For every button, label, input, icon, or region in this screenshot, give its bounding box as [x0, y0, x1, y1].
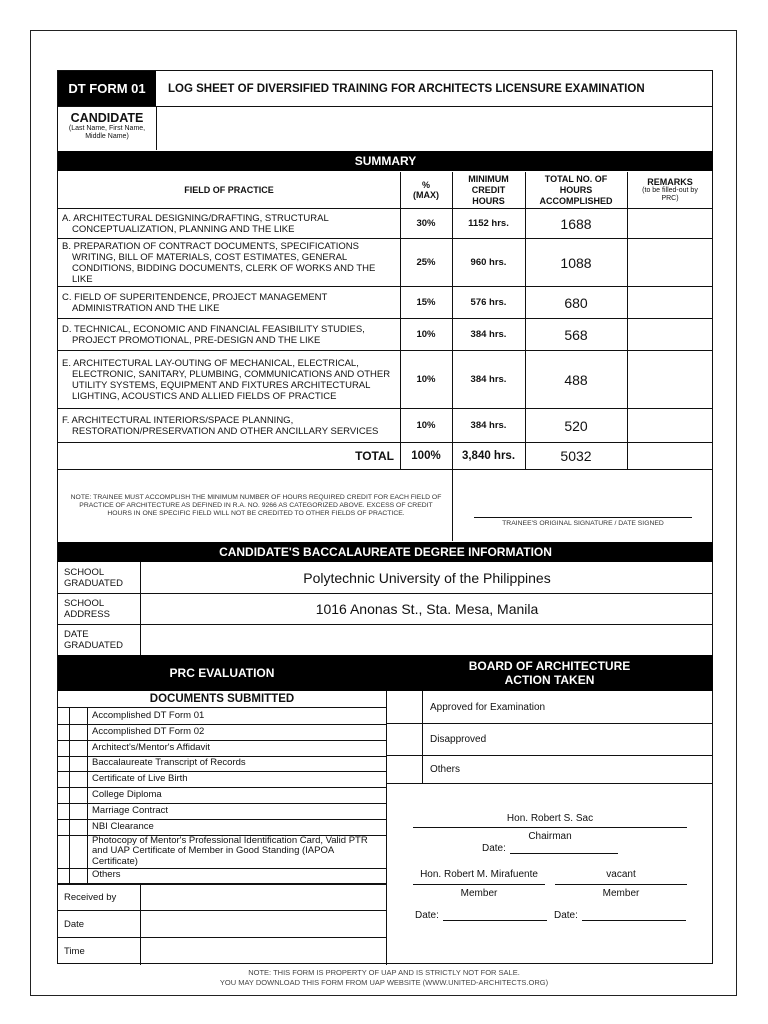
approved-option: Approved for Examination: [430, 702, 546, 713]
row-b-pct: 25%: [416, 257, 436, 268]
document-checkbox-prc[interactable]: [70, 724, 88, 740]
total-hours[interactable]: 5032: [560, 448, 592, 464]
dt-form: [57, 70, 713, 964]
disapproved-checkbox[interactable]: [387, 724, 422, 755]
document-item: Accomplished DT Form 01: [92, 709, 205, 721]
row-d-remarks[interactable]: [628, 319, 713, 350]
chairman-name: Hon. Robert S. Sac: [506, 812, 594, 824]
others-checkbox[interactable]: [387, 756, 422, 783]
document-checkbox-prc[interactable]: [70, 708, 88, 724]
row-f-pct: 10%: [416, 420, 436, 431]
document-item: Architect's/Mentor's Affidavit: [92, 741, 211, 753]
total-pct: 100%: [411, 450, 441, 462]
row-c-field: C. FIELD OF SUPERITENDENCE, PROJECT MANAGEMENT ADMINISTRATION AND THE LIKE: [62, 291, 328, 314]
col-field-of-practice: FIELD OF PRACTICE: [184, 185, 274, 195]
address-value[interactable]: 1016 Anonas St., Sta. Mesa, Manila: [315, 601, 539, 617]
document-checkbox-prc[interactable]: [70, 756, 88, 771]
col-pct-max: % (MAX): [413, 180, 439, 200]
prc-evaluation-bar: PRC EVALUATION: [58, 655, 386, 691]
footer-line-2: YOU MAY DOWNLOAD THIS FORM FROM UAP WEBSITE (WWW.UNITED-ARCHITECTS.ORG): [219, 977, 549, 987]
document-item: Accomplished DT Form 02: [92, 725, 205, 737]
row-a-pct: 30%: [416, 218, 436, 229]
row-e-remarks[interactable]: [628, 351, 713, 408]
row-e-pct: 10%: [416, 374, 436, 385]
document-checkbox-prc[interactable]: [70, 787, 88, 803]
document-item: Marriage Contract: [92, 804, 169, 816]
candidate-label-block: [58, 107, 156, 150]
school-label: SCHOOL GRADUATED: [64, 567, 123, 589]
candidate-name-field[interactable]: [157, 107, 713, 150]
form-id-badge: DT FORM 01: [58, 71, 156, 106]
received-by-field[interactable]: [141, 885, 386, 910]
row-f-total[interactable]: 520: [564, 417, 588, 434]
document-checkbox[interactable]: [58, 708, 70, 724]
form-title: LOG SHEET OF DIVERSIFIED TRAINING FOR ARCHITECTS LICENSURE EXAMINATION: [168, 82, 645, 95]
row-e-min: 384 hrs.: [470, 374, 507, 385]
row-d-min: 384 hrs.: [470, 329, 507, 340]
approved-checkbox[interactable]: [387, 692, 422, 723]
footer-line-1: NOTE: THIS FORM IS PROPERTY OF UAP AND IS STRICTLY NOT FOR SALE.: [248, 968, 520, 977]
member2-date-label: Date:: [554, 909, 578, 921]
member1-name: Hon. Robert M. Mirafuente: [420, 868, 538, 880]
document-checkbox[interactable]: [58, 868, 70, 883]
row-b-total[interactable]: 1088: [560, 254, 592, 271]
row-b-min: 960 hrs.: [470, 257, 507, 268]
row-d-total[interactable]: 568: [564, 326, 588, 343]
document-item: Others: [92, 869, 121, 881]
row-d-field: D. TECHNICAL, ECONOMIC AND FINANCIAL FEASIBILITY STUDIES, PROJECT PROMOTIONAL, PRE-DESIGN AND THE LIKE: [62, 323, 365, 346]
row-c-pct: 15%: [416, 297, 436, 308]
col-remarks-sub: (to be filled-out by PRC): [642, 187, 698, 202]
chairman-date-label: Date:: [482, 842, 506, 854]
date-graduated-label: DATE GRADUATED: [64, 629, 123, 651]
row-a-field: A. ARCHITECTURAL DESIGNING/DRAFTING, STRUCTURAL CONCEPTUALIZATION, PLANNING AND THE LIKE: [62, 212, 329, 235]
degree-bar: CANDIDATE'S BACCALAUREATE DEGREE INFORMATION: [58, 542, 713, 562]
row-c-total[interactable]: 680: [564, 294, 588, 311]
summary-bar: SUMMARY: [58, 151, 713, 171]
row-f-remarks[interactable]: [628, 409, 713, 442]
document-checkbox[interactable]: [58, 787, 70, 803]
member2-title: Member: [602, 887, 640, 899]
row-f-field: F. ARCHITECTURAL INTERIORS/SPACE PLANNING, RESTORATION/PRESERVATION AND OTHER ANCILLARY SERVICES: [62, 414, 379, 437]
member2-name: vacant: [606, 868, 636, 880]
row-b-field: B. PREPARATION OF CONTRACT DOCUMENTS, SPECIFICATIONS WRITING, BILL OF MATERIALS, COST ESTIMATES, GENERAL CONDITIONS, BIDDING DOCUMENTS, CLERK OF WORKS AND THE LIKE: [62, 240, 376, 285]
chairman-title: Chairman: [528, 830, 572, 842]
col-total-hours: TOTAL NO. OF HOURS ACCOMPLISHED: [539, 173, 613, 206]
trainee-signature-field[interactable]: [474, 481, 692, 515]
document-checkbox-prc[interactable]: [70, 835, 88, 868]
candidate-sublabel: (Last Name, First Name, Middle Name): [68, 125, 146, 140]
row-a-remarks[interactable]: [628, 209, 713, 238]
document-checkbox[interactable]: [58, 740, 70, 756]
document-checkbox-prc[interactable]: [70, 803, 88, 819]
board-action-bar: BOARD OF ARCHITECTURE ACTION TAKEN: [386, 655, 713, 691]
col-remarks-title: REMARKS: [647, 177, 693, 187]
document-checkbox-prc[interactable]: [70, 740, 88, 756]
row-f-min: 384 hrs.: [470, 420, 507, 431]
time-label: Time: [64, 945, 85, 957]
col-min-credit: MINIMUM CREDIT HOURS: [468, 173, 509, 206]
row-a-total[interactable]: 1688: [560, 215, 592, 232]
document-checkbox[interactable]: [58, 803, 70, 819]
document-checkbox-prc[interactable]: [70, 771, 88, 787]
member1-date-label: Date:: [415, 909, 439, 921]
documents-submitted-title: DOCUMENTS SUBMITTED: [149, 693, 295, 705]
total-label: TOTAL: [355, 449, 394, 463]
document-item: Photocopy of Mentor's Professional Identification Card, Valid PTR and UAP Certificate of Member in Good Standing (IAPOA Certificate): [92, 834, 368, 867]
col-remarks: [627, 172, 713, 208]
document-checkbox[interactable]: [58, 756, 70, 771]
row-e-total[interactable]: 488: [564, 371, 588, 388]
row-c-remarks[interactable]: [628, 287, 713, 318]
document-checkbox[interactable]: [58, 819, 70, 835]
date-field[interactable]: [141, 911, 386, 937]
document-item: College Diploma: [92, 788, 162, 800]
others-option: Others: [430, 764, 461, 775]
row-b-remarks[interactable]: [628, 239, 713, 286]
footer-note: [0, 968, 768, 987]
signature-label: TRAINEE'S ORIGINAL SIGNATURE / DATE SIGNED: [502, 519, 664, 527]
document-item: Certificate of Live Birth: [92, 772, 188, 784]
document-item: NBI Clearance: [92, 820, 154, 832]
summary-note: NOTE: TRAINEE MUST ACCOMPLISH THE MINIMUM NUMBER OF HOURS REQUIRED CREDIT FOR EACH FIELD OF PRACTICE OF ARCHITECTURE AS DEFINED IN R.A. NO. 9266 AS CATEGORIZED ABOVE. EXCESS OF CREDIT HOURS IN ONE SPECIFIC FIELD WILL NOT BE CREDITED TO OTHER FIELDS OF PRACTICE.: [70, 493, 442, 518]
document-checkbox[interactable]: [58, 724, 70, 740]
total-min: 3,840 hrs.: [461, 450, 516, 462]
date-graduated-value[interactable]: [141, 625, 713, 655]
time-field[interactable]: [141, 938, 386, 964]
document-checkbox[interactable]: [58, 771, 70, 787]
document-item: Baccalaureate Transcript of Records: [92, 757, 246, 769]
received-by-label: Received by: [64, 892, 117, 903]
date-label: Date: [64, 918, 85, 930]
document-checkbox[interactable]: [58, 835, 70, 868]
member1-title: Member: [460, 887, 498, 899]
document-checkbox-prc[interactable]: [70, 868, 88, 883]
row-c-min: 576 hrs.: [470, 297, 507, 308]
row-e-field: E. ARCHITECTURAL LAY-OUTING OF MECHANICAL, ELECTRICAL, ELECTRONIC, SANITARY, PLUMBING, COMMUNICATIONS AND OTHER UTILITY SYSTEMS, EQUIPMENT AND FIXTURES ARCHITECTURAL LIGHTING, ACOUSTICS AND ALLIED FIELDS OF PRACTICE: [62, 357, 391, 402]
address-label: SCHOOL ADDRESS: [64, 598, 110, 620]
candidate-label: CANDIDATE: [70, 111, 144, 125]
disapproved-option: Disapproved: [430, 734, 487, 745]
document-checkbox-prc[interactable]: [70, 819, 88, 835]
row-a-min: 1152 hrs.: [468, 218, 509, 229]
row-d-pct: 10%: [416, 329, 436, 340]
school-value[interactable]: Polytechnic University of the Philippines: [303, 570, 551, 586]
